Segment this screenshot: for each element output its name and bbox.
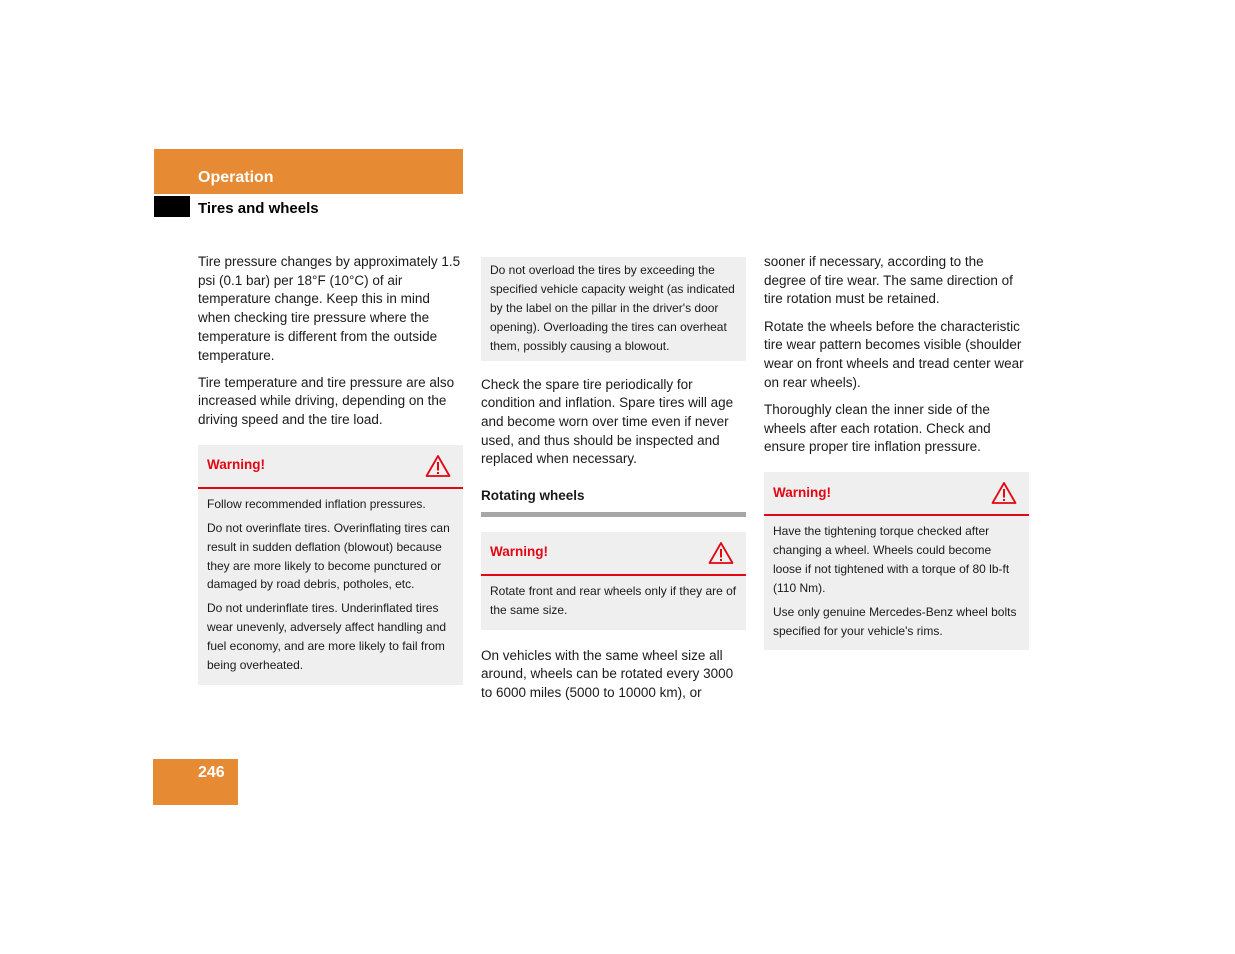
warning-title: Warning! <box>207 457 265 473</box>
subsection-title: Tires and wheels <box>198 200 319 217</box>
warning-header <box>481 532 746 576</box>
paragraph: Check the spare tire periodically for condition and inflation. Spare tires will age and become worn over time even if never used, and thus should be inspected and replaced when necessary. <box>481 376 734 467</box>
warning-body <box>481 576 746 630</box>
warning-triangle-icon <box>708 541 734 565</box>
subheading-rule <box>481 512 746 517</box>
warning-title: Warning! <box>490 544 548 560</box>
section-title: Operation <box>198 169 274 186</box>
column-3 <box>764 253 1029 658</box>
warning-item: Have the tightening torque checked after changing a wheel. Wheels could become loose if not tightened with a torque of 80 lb-ft (110 Nm). <box>773 524 1010 595</box>
warning-item: Do not overinflate tires. Overinflating tires can result in sudden deflation (blowout) because they are more likely to become punctured or damaged by road debris, potholes, etc. <box>207 520 450 592</box>
warning-body <box>764 516 1029 650</box>
paragraph: sooner if necessary, according to the degree of tire wear. The same direction of tire rotation must be retained. <box>764 254 1013 307</box>
subsection-marker <box>154 196 190 217</box>
page-number-box <box>153 759 238 805</box>
warning-title: Warning! <box>773 484 831 500</box>
paragraph: Tire pressure changes by approximately 1.5 psi (0.1 bar) per 18°F (10°C) of air temperature change. Keep this in mind when checking tire pressure where the temperature is different from the outside temperature. <box>198 254 461 363</box>
warning-header <box>198 445 463 489</box>
column-1 <box>198 253 463 693</box>
paragraph: On vehicles with the same wheel size all around, wheels can be rotated every 3000 to 6000 miles (5000 to 10000 km), or <box>481 647 734 700</box>
paragraph: Rotate the wheels before the characteristic tire wear pattern becomes visible (shoulder wear on front wheels and tread center wear on rear wheels). <box>764 318 1024 390</box>
warning-box <box>481 532 746 630</box>
note-box: Do not overload the tires by exceeding the specified vehicle capacity weight (as indicated by the label on the pillar in the driver's door opening). Overloading the tires can overheat them, possibly causing a blowout. <box>481 257 746 361</box>
warning-item: Follow recommended inflation pressures. <box>207 496 426 511</box>
warning-triangle-icon <box>425 454 451 478</box>
warning-item: Rotate front and rear wheels only if they are of the same size. <box>490 583 737 617</box>
subheading: Rotating wheels <box>481 488 585 504</box>
warning-header <box>764 472 1029 516</box>
warning-triangle-icon <box>991 481 1017 505</box>
page-number: 246 <box>198 764 225 781</box>
warning-box <box>764 472 1029 650</box>
paragraph: Tire temperature and tire pressure are also increased while driving, depending on the driving speed and the tire load. <box>198 374 455 428</box>
warning-box <box>198 445 463 685</box>
warning-item: Use only genuine Mercedes-Benz wheel bolts specified for your vehicle's rims. <box>773 604 1017 638</box>
column-2 <box>481 257 746 711</box>
warning-body <box>198 489 463 685</box>
paragraph: Thoroughly clean the inner side of the wheels after each rotation. Check and ensure proper tire inflation pressure. <box>764 401 991 455</box>
warning-item: Do not underinflate tires. Underinflated tires wear unevenly, adversely affect handling and fuel economy, and are more likely to fail from being overheated. <box>207 601 447 673</box>
